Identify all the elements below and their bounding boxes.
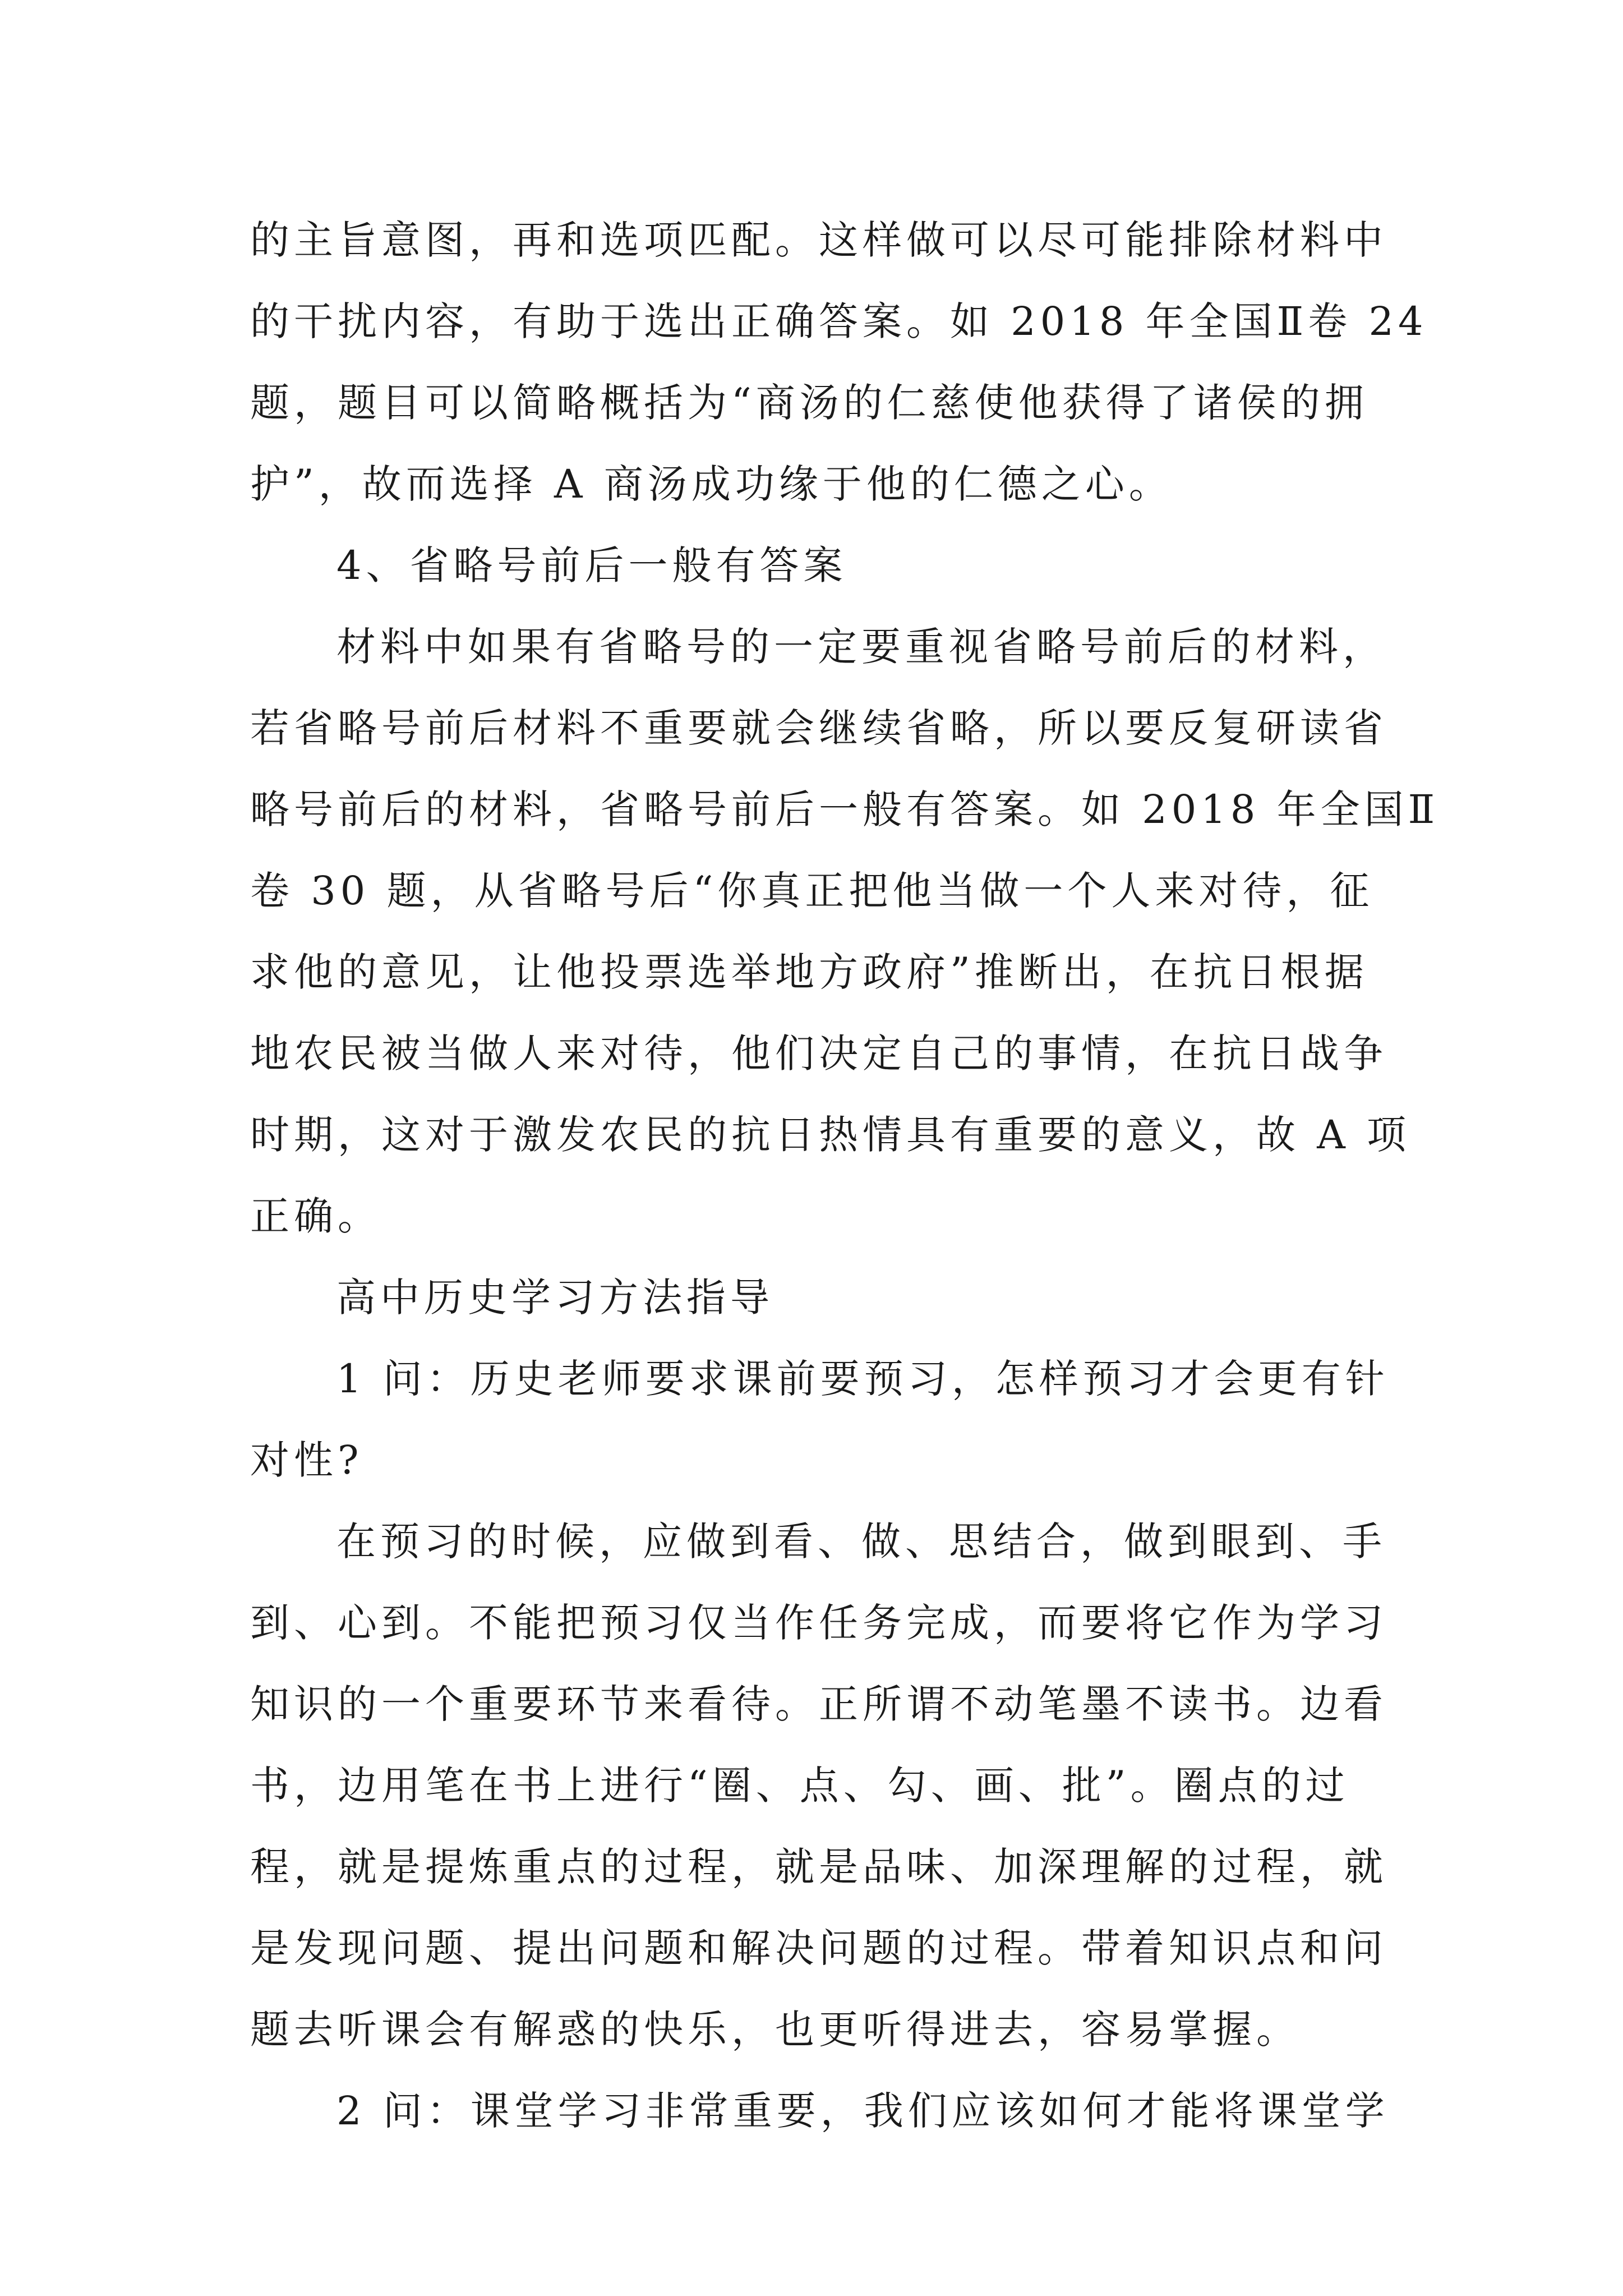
text-line: 在预习的时候，应做到看、做、思结合，做到眼到、手 [336,1519,1386,1565]
text-line: 题去听课会有解惑的快乐，也更听得进去，容易掌握。 [250,2007,1300,2053]
document-body [250,200,1440,2152]
text-line: 题，题目可以简略概括为“商汤的仁慈使他获得了诸侯的拥 [250,380,1368,426]
text-line: 知识的一个重要环节来看待。正所谓不动笔墨不读书。边看 [250,1681,1387,1727]
text-line: 求他的意见，让他投票选举地方政府”推断出，在抗日根据 [250,949,1368,995]
text-line: 的主旨意图，再和选项匹配。这样做可以尽可能排除材料中 [250,217,1387,263]
text-line: 程，就是提炼重点的过程，就是品味、加深理解的过程，就 [250,1844,1387,1890]
text-line: 1 问：历史老师要求课前要预习，怎样预习才会更有针 [336,1356,1389,1402]
text-line: 4、省略号前后一般有答案 [336,542,847,588]
text-line: 到、心到。不能把预习仅当作任务完成，而要将它作为学习 [250,1600,1387,1646]
text-line: 略号前后的材料，省略号前后一般有答案。如 2018 年全国Ⅱ [250,786,1440,832]
text-line: 卷 30 题，从省略号后“你真正把他当做一个人来对待，征 [250,868,1374,914]
text-line: 时期，这对于激发农民的抗日热情具有重要的意义，故 A 项 [250,1112,1411,1158]
text-line: 若省略号前后材料不重要就会继续省略，所以要反复研读省 [250,705,1387,751]
text-line: 2 问：课堂学习非常重要，我们应该如何才能将课堂学 [336,2088,1389,2134]
text-line: 正确。 [250,1193,381,1239]
text-line: 高中历史学习方法指导 [336,1274,774,1320]
text-line: 材料中如果有省略号的一定要重视省略号前后的材料， [336,624,1386,670]
text-line: 对性? [250,1437,363,1483]
text-line: 地农民被当做人来对待，他们决定自己的事情，在抗日战争 [250,1030,1387,1076]
text-line: 护”，故而选择 A 商汤成功缘于他的仁德之心。 [250,461,1173,507]
text-line: 书，边用笔在书上进行“圈、点、勾、画、批”。圈点的过 [250,1763,1349,1809]
text-line: 是发现问题、提出问题和解决问题的过程。带着知识点和问 [250,1925,1387,1971]
text-line: 的干扰内容，有助于选出正确答案。如 2018 年全国Ⅱ卷 24 [250,298,1428,344]
